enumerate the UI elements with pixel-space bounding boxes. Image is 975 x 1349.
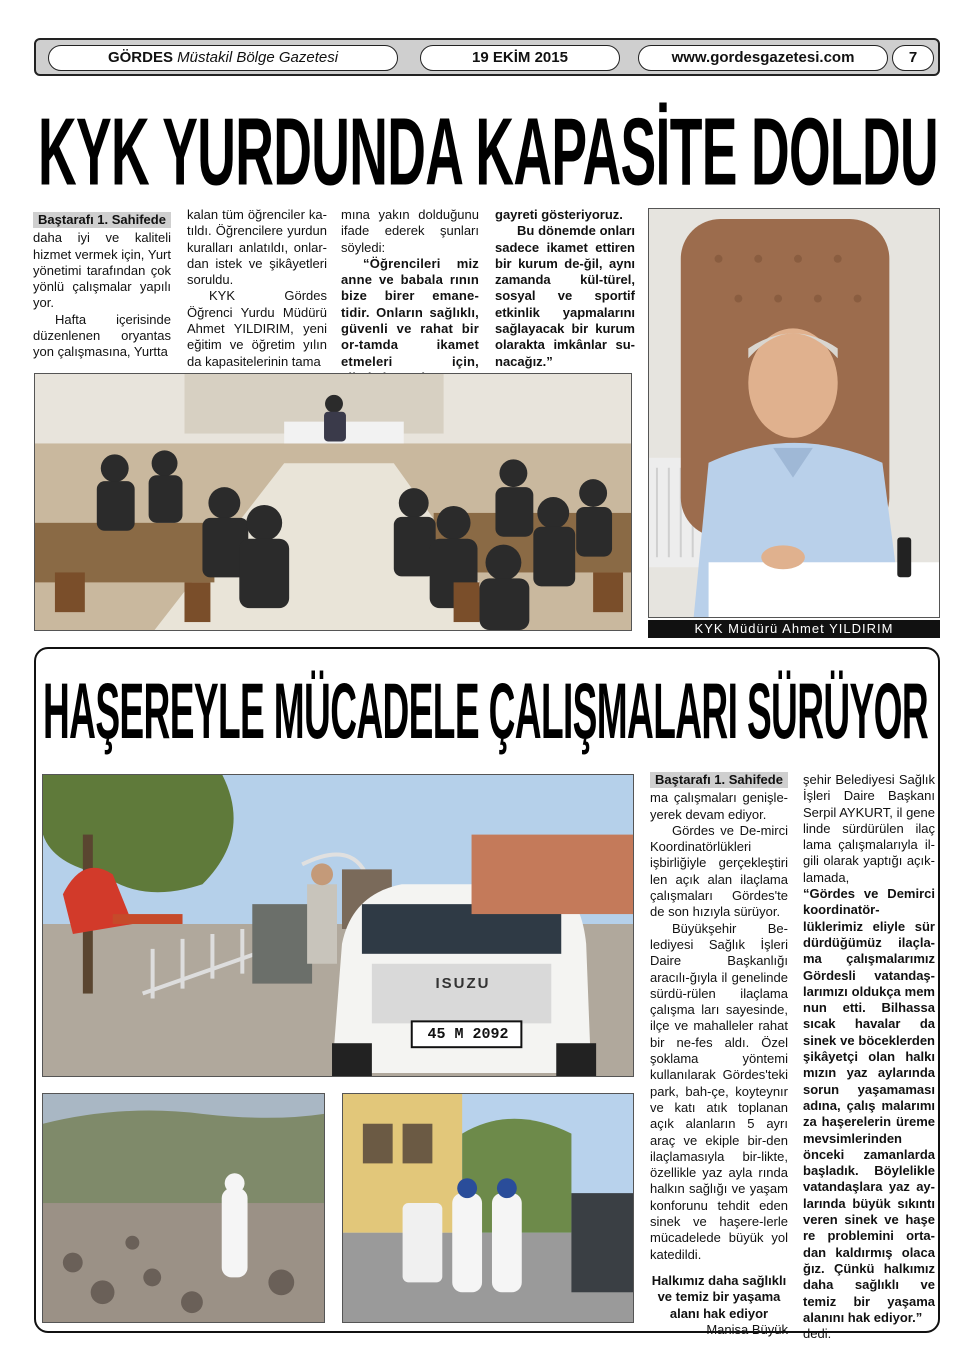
- headline-haşere: HAŞEREYLE MÜCADELE ÇALIŞMALARI SÜRÜYOR: [43, 666, 929, 756]
- quote-text: “Öğrencileri miz anne ve babala rının bize birer emane-tidir. Onların sağlıklı, güvenli ve rahat bir or-tamda ikamet etmeleri için,: [341, 255, 479, 369]
- article2-paragraph: Gördes ve De-mirci Koordinatörlükleri işbirliğiyle gerçekleştiri len açık alan ilaçlama çalışmaları Gördes'te de son hızıyla sürüyor.: [650, 822, 788, 920]
- article2-paragraph: Büyükşehir Be-lediyesi Sağlık İşleri Daire Başkanlığı aracılı-ğıyla il genelinde sürdü-rülen ilaçlama çalışma ları sayesinde, ilçe ve mahalleler rahat bir ne-fes aldı. Özel şoklama yöntemi kullanılarak Gördes'teki park, bah-çe, koyteynır ve katı atık toplanan açık alanların 5 ayrı araç ve ekiple bir-den ilaçlamasıyla bir-likte, özellikle yaz ayla rında halkın sağlığı ve yaşam konforunu tehdit eden sinek ve haşere-lerle mücadelede büyük yol katedildi.: [650, 920, 788, 1262]
- page-header-bar: [34, 38, 940, 76]
- truck-scene: [43, 775, 633, 1076]
- quote-text: gayreti gösteriyoruz.: [495, 207, 623, 222]
- license-plate: 45 M 2092: [427, 1026, 509, 1043]
- photo-director-portrait: [648, 208, 940, 618]
- article1-paragraph: KYK Gördes Öğrenci Yurdu Müdürü Ahmet YILDIRIM, yeni eğitim ve öğretim yılın da kapasitelerinin tama: [187, 288, 327, 369]
- meeting-scene: [35, 374, 631, 630]
- article2-paragraph: şehir Belediyesi Sağlık İşleri Daire Başkanı Serpil AYKURT, il gene linde sürdürülen ilaç lama çalışmalarıyla il-gili olarak yaptığı açık-lamada,: [803, 772, 935, 885]
- article1-column-3: [341, 207, 479, 367]
- article2-column-2: [803, 772, 935, 1342]
- quote-text: Bu dönemde onları sadece ikamet ettiren bir kurum de-ğil, aynı zamanda kül-türel, sosyal ve sportif etkinlik yapmalarını sağlayacak bir kurum olarakta imkânlar su-nacağız.”: [495, 223, 635, 369]
- continued-label: Baştarafı 1. Sahifede: [33, 212, 171, 228]
- article1-paragraph: mına yakın dolduğunu ifade ederek şunları söyledi:: [341, 207, 479, 255]
- photo-landfill-spraying: [42, 1093, 325, 1323]
- paper-name: GÖRDES: [107, 49, 173, 66]
- photo-student-meeting: [34, 373, 632, 631]
- vehicle-brand: ISUZU: [435, 975, 491, 992]
- article1-column-4: [495, 207, 635, 367]
- landfill-scene: [43, 1094, 324, 1322]
- article1-paragraph: Hafta içerisinde düzenlenen oryantas yon çalışmasına, Yurtta: [33, 311, 171, 360]
- page-number: 7: [892, 45, 934, 71]
- continued-label: Baştarafı 1. Sahifede: [650, 772, 788, 788]
- article2-paragraph: dedi.: [803, 1326, 832, 1342]
- paper-subtitle: Müstakil Bölge Gazetesi: [177, 49, 339, 66]
- article1-column-2: [187, 207, 327, 367]
- paper-title: [48, 45, 398, 71]
- quote-text: “Gördes ve Demirci koordinatör-lüklerimiz eliyle sür dürdüğümüz ilaçla-ma çalışmalarımız Gördesli vatandaş-larımızı oldukça mem nun etti. Bilhassa sıcak havalar da sinek ve böceklerden şikâyetçi olan halkı mızın yaz aylarında sorun yaşamaması adına, çalış malarımı za haşerelerin üreme mevsimlerinden önceki zamanlarda başladık. Böylelikle vatandaşlara yaz ay-larında büyük sıkıntı veren sinek ve haşe re problemini orta-dan kaldırmış olaca ğız. Çünkü halkımız daha sağlıklı ve temiz bir yaşama alanını hak ediyor.”: [803, 886, 935, 1325]
- photo-spraying-truck: [42, 774, 634, 1077]
- article2-column-1: [650, 772, 788, 1337]
- article2-paragraph: Manisa Büyük: [706, 1321, 788, 1337]
- issue-date: 19 EKİM 2015: [420, 45, 620, 71]
- article1-paragraph: kalan tüm öğrenciler ka-tıldı. Öğrencilere yurdun kuralları anlatıldı, onlar-dan istek ve şikâyetleri soruldu.: [187, 207, 327, 288]
- photo-street-spraying: [342, 1093, 634, 1323]
- portrait-scene: [649, 209, 939, 617]
- headline-kyk: KYK YURDUNDA KAPASİTE DOLDU: [38, 98, 938, 205]
- article1-paragraph: daha iyi ve kaliteli hizmet vermek için, Yurt yönetimi tarafından çok yönlü çalışmalar yapılı yor.: [33, 230, 171, 311]
- article1-column-1: [33, 212, 171, 368]
- photo-caption: KYK Müdürü Ahmet YILDIRIM: [648, 620, 940, 638]
- subheading: Halkımız daha sağlıklı ve temiz bir yaşama alanı hak ediyor: [651, 1272, 787, 1321]
- street-scene: [343, 1094, 633, 1322]
- website-url[interactable]: www.gordesgazetesi.com: [638, 45, 888, 71]
- article2-paragraph: ma çalışmaları genişle-yerek devam ediyor.: [650, 790, 788, 822]
